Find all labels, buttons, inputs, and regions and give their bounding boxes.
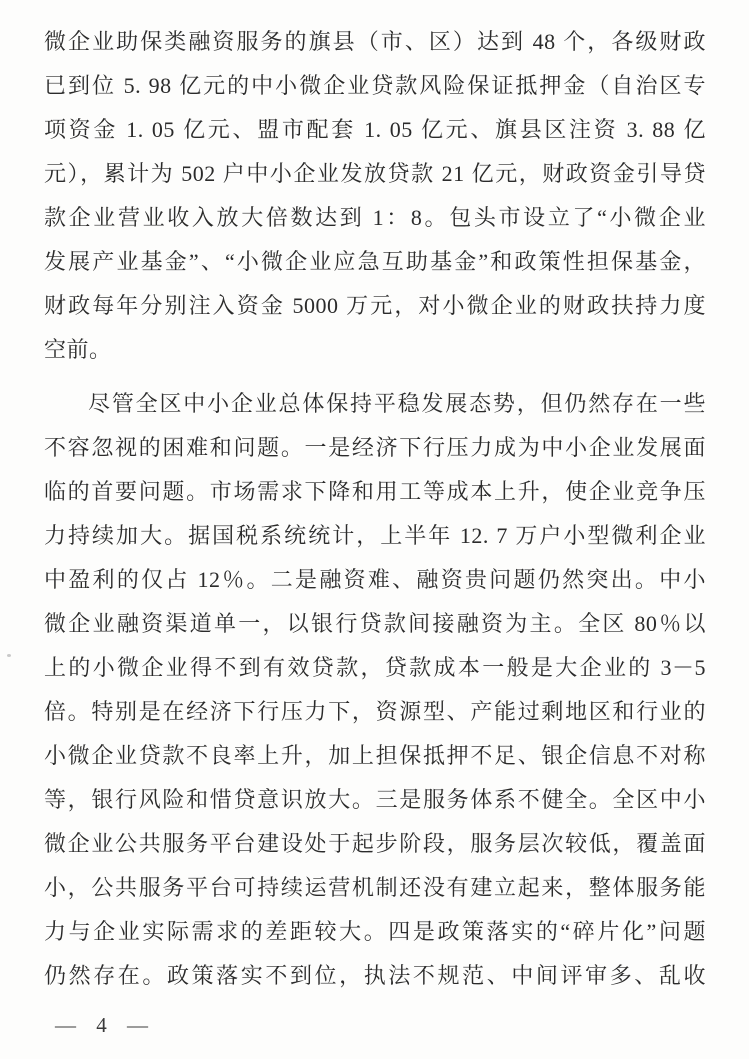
text-line: 中盈利的仅占 12％。二是融资难、融资贵问题仍然突出。中小 xyxy=(44,567,706,592)
text-line: 发展产业基金”、“小微企业应急互助基金”和政策性担保基金， xyxy=(44,249,706,274)
text-line: 上的小微企业得不到有效贷款，贷款成本一般是大企业的 3－5 xyxy=(44,655,706,680)
text-line: 财政每年分别注入资金 5000 万元，对小微企业的财政扶持力度 xyxy=(44,293,706,318)
text-line: 微企业助保类融资服务的旗县（市、区）达到 48 个，各级财政 xyxy=(44,29,706,54)
text-line: 微企业公共服务平台建设处于起步阶段，服务层次较低，覆盖面 xyxy=(44,831,706,856)
text-line: 空前。 xyxy=(44,337,112,362)
text-line: 不容忽视的困难和问题。一是经济下行压力成为中小企业发展面 xyxy=(44,435,706,460)
paragraph-problems xyxy=(44,382,706,998)
text-line: 小微企业贷款不良率上升，加上担保抵押不足、银企信息不对称 xyxy=(44,743,706,768)
text-line: 仍然存在。政策落实不到位，执法不规范、中间评审多、乱收 xyxy=(44,963,706,988)
paragraph-continuation xyxy=(44,20,706,372)
text-line: 临的首要问题。市场需求下降和用工等成本上升，使企业竞争压 xyxy=(44,479,706,504)
text-line: 元），累计为 502 户中小企业发放贷款 21 亿元，财政资金引导贷 xyxy=(44,161,706,186)
text-line: 小，公共服务平台可持续运营机制还没有建立起来，整体服务能 xyxy=(44,875,706,900)
scan-speck xyxy=(7,654,11,657)
text-line: 微企业融资渠道单一，以银行贷款间接融资为主。全区 80％以 xyxy=(44,611,706,636)
text-line: 项资金 1. 05 亿元、盟市配套 1. 05 亿元、旗县区注资 3. 88 亿 xyxy=(44,117,706,142)
text-line: 已到位 5. 98 亿元的中小微企业贷款风险保证抵押金（自治区专 xyxy=(44,73,706,98)
text-line: 尽管全区中小企业总体保持平稳发展态势，但仍然存在一些 xyxy=(88,391,706,416)
text-line: 倍。特别是在经济下行压力下，资源型、产能过剩地区和行业的 xyxy=(44,699,706,724)
page-number: — 4 — xyxy=(55,1013,149,1037)
body-text xyxy=(44,20,706,998)
text-line: 力持续加大。据国税系统统计，上半年 12. 7 万户小型微利企业 xyxy=(44,523,706,548)
text-line: 等，银行风险和惜贷意识放大。三是服务体系不健全。全区中小 xyxy=(44,787,706,812)
text-line: 款企业营业收入放大倍数达到 1：8。包头市设立了“小微企业 xyxy=(44,205,706,230)
text-line: 力与企业实际需求的差距较大。四是政策落实的“碎片化”问题 xyxy=(44,919,706,944)
